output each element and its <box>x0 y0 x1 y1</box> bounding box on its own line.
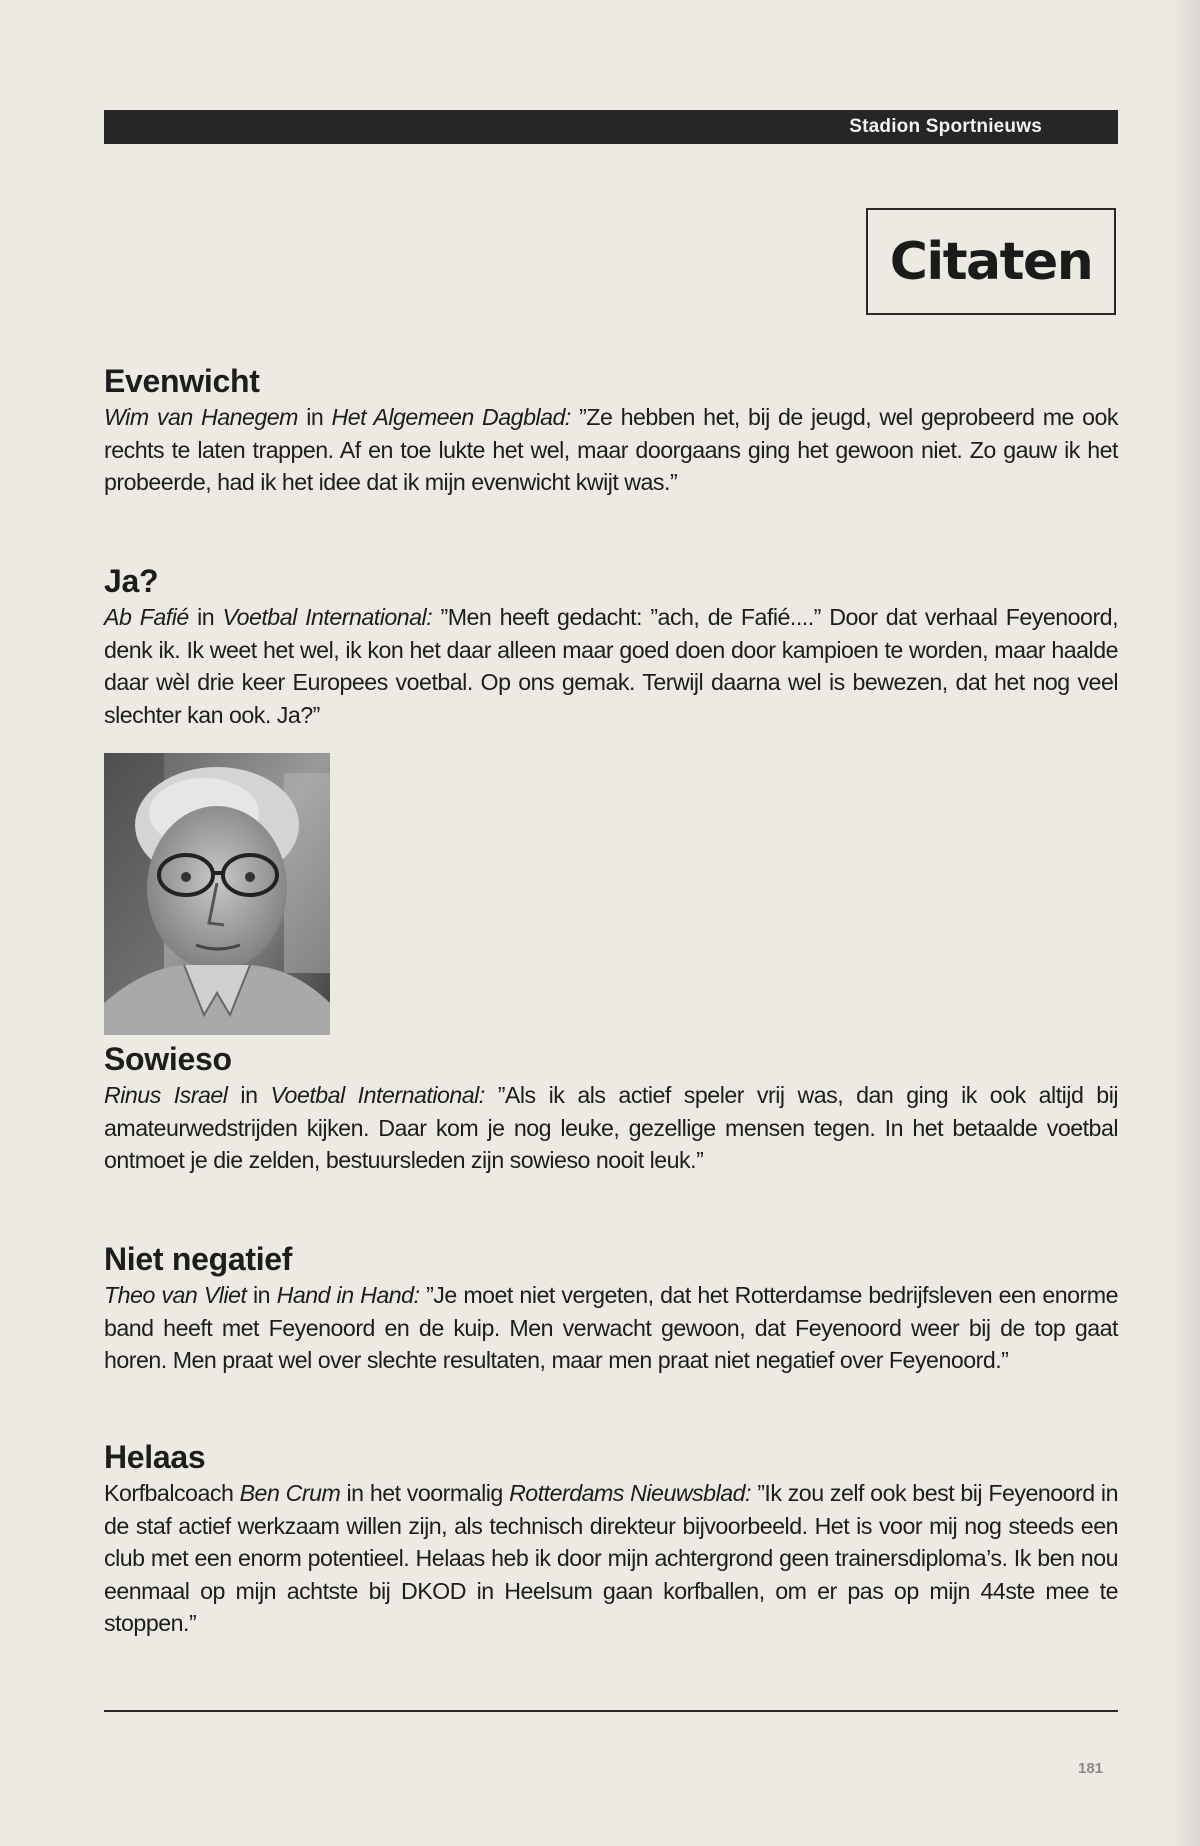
quote-prefix: Korfbalcoach <box>104 1480 240 1506</box>
bottom-rule <box>104 1710 1118 1712</box>
page-title: Citaten <box>889 231 1093 292</box>
page-edge-shadow <box>1172 0 1200 1846</box>
section-heading: Evenwicht <box>104 363 260 399</box>
quote-section-helaas <box>104 1437 1118 1640</box>
quote-speaker: Ben Crum <box>239 1480 341 1506</box>
title-box <box>866 208 1116 315</box>
section-heading: Helaas <box>104 1439 206 1475</box>
quote-connector: in het voormalig <box>340 1480 510 1506</box>
quote-body <box>104 1279 1118 1377</box>
quote-speaker: Rinus Israel <box>104 1082 228 1108</box>
quote-speaker: Wim van Hanegem <box>104 404 298 430</box>
quote-text: ”Ze hebben het, bij de jeugd, wel geprobeerd me ook rechts te laten trappen. Af en toe lukte het wel, maar doorgaans ging het gewoon niet. Zo gauw ik het probeerde, had ik het idee dat ik mijn evenwicht kwijt was.” <box>104 404 1119 495</box>
portrait-photo <box>104 753 330 1035</box>
quote-text: ”Als ik als actief speler vrij was, dan ging ik ook altijd bij amateurwedstrijden kijken. Daar kom je nog leuke, gezellige mensen tegen. In het betaalde voetbal ontmoet je die zelden, bestuursleden zijn sowieso nooit leuk.” <box>104 1082 1118 1173</box>
header-bar <box>104 110 1118 144</box>
quote-connector: in <box>188 604 223 630</box>
quote-speaker: Ab Fafié <box>104 604 189 630</box>
quote-text: ”Men heeft gedacht: ”ach, de Fafié....” Door dat verhaal Feyenoord, denk ik. Ik weet het wel, ik kon het daar alleen maar goed doen door kampioen te worden, maar haalde daar wèl drie keer Europees voetbal. Op ons gemak. Terwijl daarna wel is bewezen, dat het nog veel slechter kan ook. Ja?” <box>104 604 1119 728</box>
quote-text: ”Ik zou zelf ook best bij Feyenoord in de staf actief werkzaam willen zijn, als technisch direkteur bijvoorbeeld. Het is voor mij nog steeds een club met een enorm potentieel. Helaas heb ik door mijn achtergrond geen trainersdiploma’s. Ik ben nou eenmaal op mijn achtste bij DKOD in Heelsum gaan korfballen, om er pas op mijn 44ste mee te stoppen.” <box>104 1480 1118 1636</box>
quote-section-niet-negatief <box>104 1239 1118 1377</box>
quote-body <box>104 601 1118 731</box>
page-number: 181 <box>1078 1760 1104 1777</box>
quote-source: Het Algemeen Dagblad: <box>331 404 571 430</box>
header-title: Stadion Sportnieuws <box>849 116 1042 137</box>
quote-source: Rotterdams Nieuwsblad: <box>509 1480 751 1506</box>
quote-source: Voetbal International: <box>222 604 433 630</box>
quote-body <box>104 1079 1118 1177</box>
quote-body <box>104 1477 1118 1640</box>
quote-connector: in <box>246 1282 277 1308</box>
quote-source: Voetbal International: <box>270 1082 485 1108</box>
quote-speaker: Theo van Vliet <box>104 1282 247 1308</box>
quote-connector: in <box>227 1082 271 1108</box>
section-heading: Ja? <box>104 563 159 599</box>
quote-section-sowieso <box>104 1039 1118 1177</box>
section-heading: Niet negatief <box>104 1241 293 1277</box>
quote-connector: in <box>298 404 332 430</box>
quote-section-ja <box>104 561 1118 731</box>
quote-body <box>104 401 1118 499</box>
quote-section-evenwicht <box>104 361 1118 499</box>
quote-source: Hand in Hand: <box>276 1282 420 1308</box>
portrait-illustration <box>104 753 330 1035</box>
section-heading: Sowieso <box>104 1041 232 1077</box>
quote-text: ”Je moet niet vergeten, dat het Rotterdamse bedrijfsleven een enorme band heeft met Feyenoord en de kuip. Men verwacht gewoon, dat Feyenoord weer bij de top gaat horen. Men praat wel over slechte resultaten, maar men praat niet negatief over Feyenoord.” <box>104 1282 1118 1373</box>
